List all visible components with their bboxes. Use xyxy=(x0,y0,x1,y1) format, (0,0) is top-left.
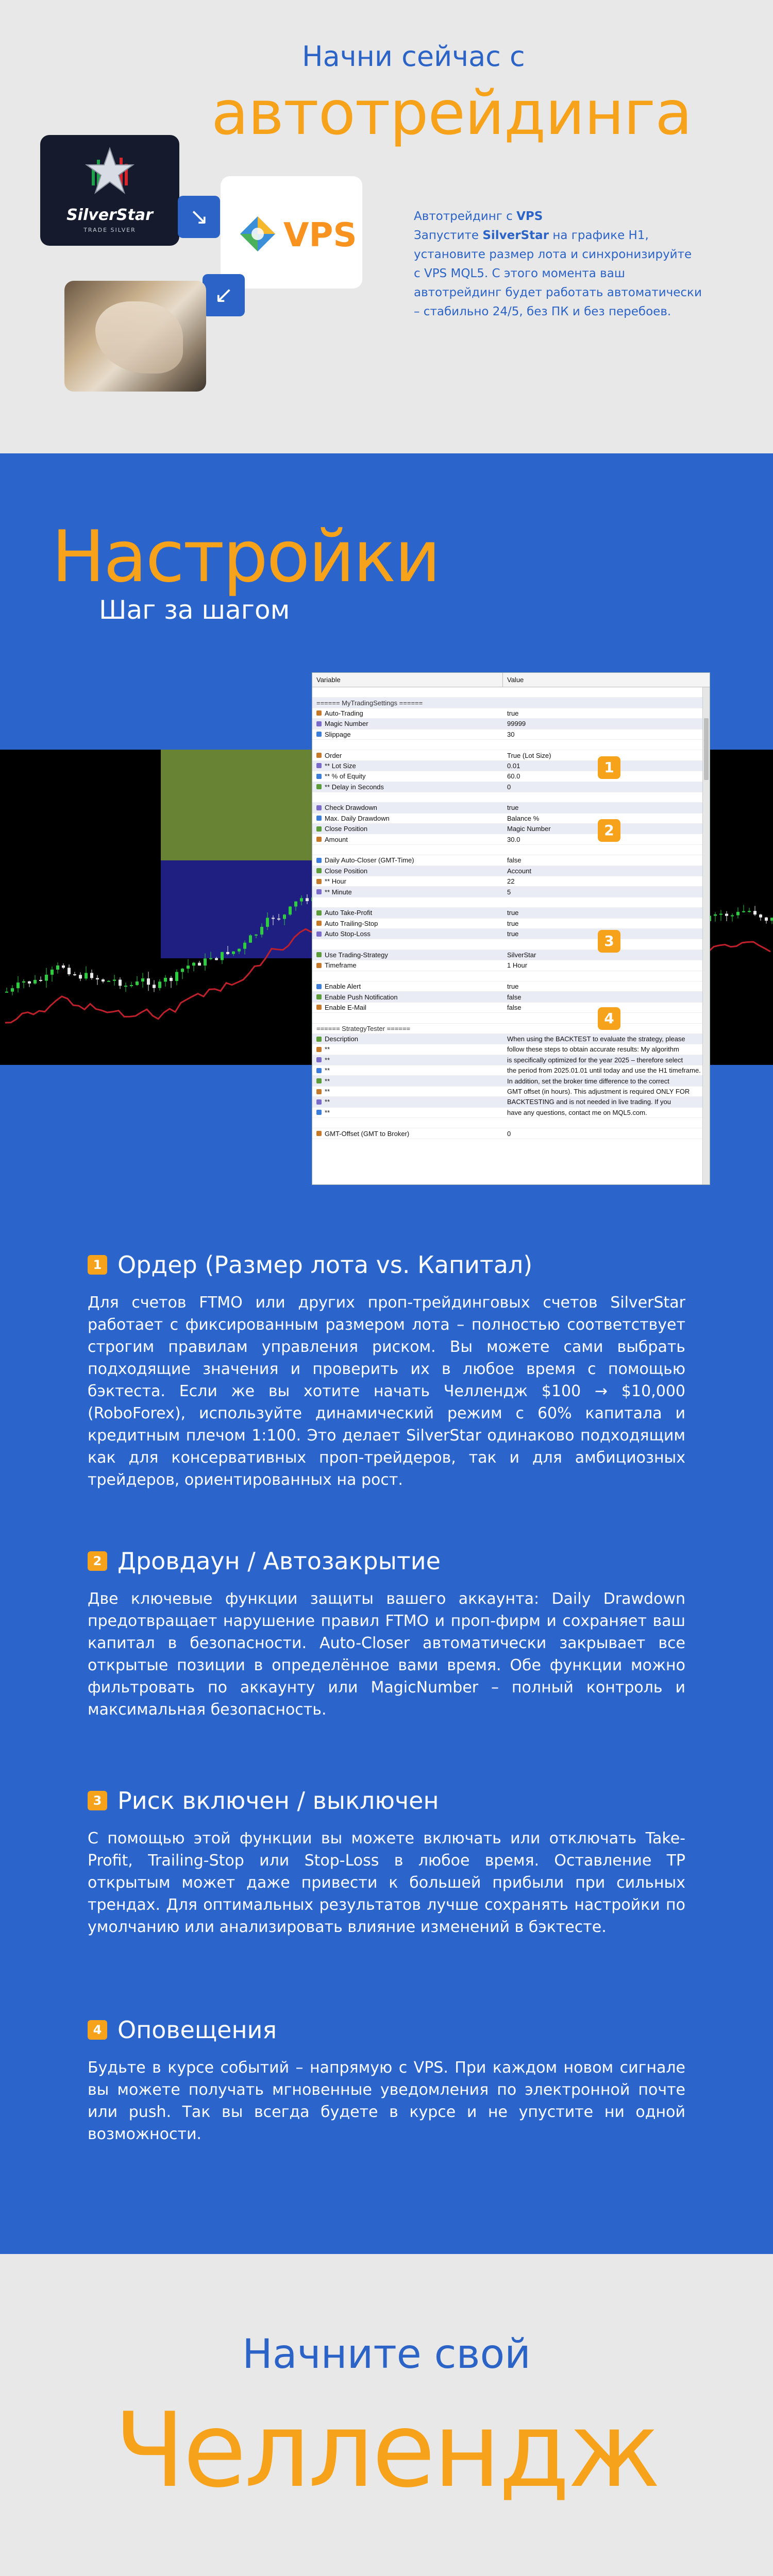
feature-title: Дровдаун / Автозакрытие xyxy=(117,1547,441,1575)
ea-settings-table[interactable] xyxy=(312,672,710,1185)
table-row[interactable] xyxy=(312,929,710,939)
candle-body xyxy=(742,911,745,912)
row-variable xyxy=(312,993,503,1001)
table-row[interactable] xyxy=(312,876,710,887)
row-variable xyxy=(312,762,503,770)
row-variable xyxy=(312,1035,503,1043)
row-variable xyxy=(312,1077,503,1085)
candle-body xyxy=(170,978,173,981)
table-row[interactable] xyxy=(312,719,710,729)
silverstar-sub-text: TRADE SILVER xyxy=(83,227,136,233)
parameter-icon xyxy=(316,721,322,726)
row-variable xyxy=(312,1025,503,1032)
candle-body xyxy=(181,969,184,972)
row-variable xyxy=(312,1098,503,1106)
settings-section xyxy=(0,453,773,2254)
row-value[interactable]: false xyxy=(507,993,522,1001)
row-variable-text: Order xyxy=(325,751,342,759)
candle-body xyxy=(736,912,740,916)
silverstar-logo xyxy=(40,135,179,246)
table-row[interactable] xyxy=(312,834,710,844)
row-variable xyxy=(312,720,503,727)
row-value[interactable]: 5 xyxy=(507,888,511,896)
candle-body xyxy=(158,981,161,988)
candle-body xyxy=(719,914,722,915)
row-variable-text: ====== StrategyTester ====== xyxy=(316,1024,411,1032)
table-row xyxy=(312,897,710,908)
desc-text: Запустите xyxy=(414,229,483,242)
row-variable xyxy=(312,1088,503,1095)
desc-text: установите размер лота и синхронизируйте xyxy=(414,248,692,261)
desc-text: Автотрейдинг с xyxy=(414,210,517,223)
row-variable xyxy=(312,888,503,896)
table-body xyxy=(312,687,710,1139)
row-variable-text: ** xyxy=(325,1077,330,1085)
candle-body xyxy=(22,981,25,982)
row-variable-text: ** xyxy=(325,1066,330,1075)
candle-body xyxy=(221,952,224,960)
parameter-icon xyxy=(316,1057,322,1062)
row-variable xyxy=(312,877,503,885)
table-row[interactable] xyxy=(312,824,710,834)
table-row[interactable] xyxy=(312,919,710,929)
parameter-icon xyxy=(316,984,322,989)
row-variable-text: ** xyxy=(325,1056,330,1064)
row-variable-text: Close Position xyxy=(325,825,368,833)
table-row[interactable] xyxy=(312,960,710,971)
parameter-icon xyxy=(316,753,322,758)
candle-body xyxy=(124,986,127,987)
feature-number: 2 xyxy=(88,1551,107,1571)
badge-4: 4 xyxy=(598,1007,620,1030)
row-variable-text: Amount xyxy=(325,835,348,843)
candle-body xyxy=(714,914,717,916)
candle-body xyxy=(243,943,246,949)
row-value[interactable]: 99999 xyxy=(507,720,526,728)
row-variable xyxy=(312,1056,503,1064)
candle-body xyxy=(260,927,263,935)
candle-body xyxy=(759,914,762,918)
candle-body xyxy=(198,963,201,966)
row-variable xyxy=(312,920,503,927)
table-row[interactable] xyxy=(312,1003,710,1013)
trading-photo xyxy=(64,281,206,392)
table-row[interactable] xyxy=(312,866,710,876)
table-row[interactable] xyxy=(312,814,710,824)
candle-body xyxy=(107,981,110,982)
candle-body xyxy=(255,935,258,936)
row-value[interactable]: false xyxy=(507,1003,522,1011)
candle-body xyxy=(204,958,207,965)
row-value[interactable]: true xyxy=(507,982,519,991)
row-variable-text: Close Position xyxy=(325,867,368,875)
desc-text: на графике H1, xyxy=(549,229,649,242)
candle-body xyxy=(5,992,8,993)
row-variable-text: Magic Number xyxy=(325,720,368,728)
row-variable-text: Check Drawdown xyxy=(325,804,377,812)
parameter-icon xyxy=(316,1089,322,1094)
photo-subject xyxy=(95,301,183,374)
parameter-icon xyxy=(316,837,322,842)
settings-subtitle: Шаг за шагом xyxy=(99,595,290,625)
parameter-icon xyxy=(316,826,322,832)
row-variable-text: ** Minute xyxy=(325,888,352,896)
desc-text: с VPS MQL5. С этого момента ваш xyxy=(414,267,625,280)
table-row[interactable] xyxy=(312,803,710,813)
candle-body xyxy=(232,952,235,954)
scrollbar-thumb[interactable] xyxy=(704,718,709,780)
table-scrollbar[interactable] xyxy=(702,687,710,1184)
row-variable xyxy=(312,815,503,822)
candle-body xyxy=(765,918,768,921)
hero-top-title: Начни сейчас с xyxy=(302,40,525,73)
parameter-icon xyxy=(316,816,322,821)
parameter-icon xyxy=(316,1005,322,1010)
row-value[interactable]: follow these steps to obtain accurate results: My algorithm xyxy=(507,1045,679,1054)
candle-body xyxy=(272,918,275,919)
row-value[interactable]: 30.0 xyxy=(507,835,520,843)
candle-body xyxy=(51,970,54,975)
parameter-icon xyxy=(316,931,322,937)
parameter-icon xyxy=(316,994,322,999)
row-variable-text: ** Lot Size xyxy=(325,761,356,770)
feature-body: Для счетов FTMO или других проп-трейдинговых счетов SilverStar работает с фиксированным размером лота – полностью соответствует строгим правилам управления риском. Вы можете сами выбрать подходящие значения и проверить их в любое время с помощью бэктеста. Если же вы хотите начать Челлендж $100 → $10,000 (RoboForex), используйте динамический режим с 60% капитала и кредитным плечом 1:100. Это делает SilverStar одинаково подходящим как для консервативных проп-трейдеров, так и для амбициозных трейдеров, ориентированных на рост. xyxy=(88,1294,685,1489)
feature-title: Риск включен / выключен xyxy=(117,1787,439,1815)
row-value[interactable]: 0 xyxy=(507,1129,511,1138)
parameter-icon xyxy=(316,963,322,968)
table-row xyxy=(312,740,710,750)
row-variable-text: Enable Push Notification xyxy=(325,993,398,1001)
row-variable xyxy=(312,867,503,875)
table-row xyxy=(312,687,710,698)
desc-text: – стабильно 24/5, без ПК и без перебоев. xyxy=(414,305,671,318)
desc-text: автотрейдинг будет работать автоматически xyxy=(414,286,702,299)
table-row[interactable] xyxy=(312,992,710,1002)
table-row[interactable] xyxy=(312,698,710,708)
row-variable-text: ** xyxy=(325,1098,330,1106)
candle-body xyxy=(62,965,65,968)
parameter-icon xyxy=(316,1110,322,1115)
arrow-down-left-icon: ↙ xyxy=(203,274,245,316)
row-value[interactable]: true xyxy=(507,919,519,927)
candle-body xyxy=(16,982,20,988)
candle-body xyxy=(175,972,178,981)
candle-body xyxy=(28,981,31,984)
row-value[interactable]: BACKTESTING and is not needed in live trading. If you xyxy=(507,1098,671,1106)
candle-body xyxy=(119,980,122,986)
candle-body xyxy=(266,918,269,927)
challenge-top-title: Начните свой xyxy=(242,2331,531,2378)
row-variable xyxy=(312,709,503,717)
row-value[interactable]: true xyxy=(507,930,519,938)
parameter-icon xyxy=(316,858,322,863)
candle-body xyxy=(770,918,773,921)
row-variable xyxy=(312,783,503,791)
table-row[interactable] xyxy=(312,1034,710,1044)
row-value[interactable]: true xyxy=(507,909,519,917)
badge-2: 2 xyxy=(598,819,620,842)
candle-body xyxy=(85,973,88,978)
feature-risk xyxy=(88,1785,685,1938)
row-variable xyxy=(312,930,503,938)
parameter-icon xyxy=(316,868,322,873)
table-row[interactable] xyxy=(312,1055,710,1065)
table-row[interactable] xyxy=(312,1097,710,1107)
table-row[interactable] xyxy=(312,950,710,960)
candle-body xyxy=(147,978,150,985)
table-row[interactable] xyxy=(312,1044,710,1055)
row-variable-text: Auto Take-Profit xyxy=(325,909,373,917)
parameter-icon xyxy=(316,889,322,894)
feature-title: Оповещения xyxy=(117,2016,277,2044)
hero-big-title: автотрейдинга xyxy=(211,77,692,148)
row-variable xyxy=(312,699,503,707)
feature-number: 3 xyxy=(88,1791,107,1810)
row-variable-text: ** % of Equity xyxy=(325,772,366,781)
feature-body: С помощью этой функции вы можете включать или отключать Take-Profit, Trailing-Stop или Stop-Loss в любое время. Оставление TP открытым может даже привести к большей прибыли при сильных трендах. Для оптимальных результатов лучше сохранять настройки по умолчанию или анализировать влияние изменений в бэктесте. xyxy=(88,1829,685,1936)
hero-section xyxy=(0,0,773,453)
candle-body xyxy=(277,919,280,920)
table-row[interactable] xyxy=(312,1065,710,1076)
row-value[interactable]: 1 Hour xyxy=(507,961,528,970)
candle-body xyxy=(90,973,93,978)
row-variable xyxy=(312,961,503,969)
row-value[interactable]: the period from 2025.01.01 until today and use the H1 timeframe. xyxy=(507,1066,701,1075)
row-variable-text: Timeframe xyxy=(325,961,357,970)
candle-body xyxy=(164,978,167,981)
table-row[interactable] xyxy=(312,761,710,771)
row-variable-text: ** Hour xyxy=(325,877,346,886)
table-row xyxy=(312,845,710,855)
parameter-icon xyxy=(316,1037,322,1042)
row-variable-text: Max. Daily Drawdown xyxy=(325,814,390,822)
parameter-icon xyxy=(316,763,322,768)
row-value[interactable]: In addition, set the broker time difference to the correct xyxy=(507,1077,669,1085)
silverstar-brand-text: SilverStar xyxy=(66,206,153,224)
row-variable xyxy=(312,752,503,759)
row-variable-text: GMT-Offset (GMT to Broker) xyxy=(325,1129,410,1138)
candle-body xyxy=(11,988,14,992)
row-variable xyxy=(312,1045,503,1053)
candle-body xyxy=(102,979,105,981)
parameter-icon xyxy=(316,910,322,916)
feature-order xyxy=(88,1249,685,1491)
candle-body xyxy=(68,968,71,974)
candle-body xyxy=(192,963,195,966)
candle-body xyxy=(73,974,76,975)
candle-body xyxy=(130,985,133,986)
candle-body xyxy=(731,916,734,917)
row-value[interactable]: true xyxy=(507,709,519,717)
badge-1: 1 xyxy=(598,756,620,779)
parameter-icon xyxy=(316,1131,322,1136)
header-value: Value xyxy=(507,676,524,684)
table-row xyxy=(312,939,710,950)
row-value[interactable]: 0.01 xyxy=(507,761,520,770)
parameter-icon xyxy=(316,952,322,957)
row-value[interactable]: 60.0 xyxy=(507,772,520,781)
row-variable-text: Enable Alert xyxy=(325,982,361,991)
row-variable-text: Auto Trailing-Stop xyxy=(325,919,378,927)
row-variable xyxy=(312,1109,503,1116)
feature-number: 4 xyxy=(88,2020,107,2040)
row-value[interactable]: 30 xyxy=(507,730,515,738)
candle-body xyxy=(141,978,144,981)
row-value[interactable]: Balance % xyxy=(507,814,540,822)
candle-body xyxy=(249,936,252,943)
row-value[interactable]: false xyxy=(507,856,522,865)
row-variable-text: ====== MyTradingSettings ====== xyxy=(316,699,423,707)
mt-vps-logo xyxy=(221,176,362,289)
row-variable-text: Use Trading-Strategy xyxy=(325,951,388,959)
row-value[interactable]: true xyxy=(507,804,519,812)
candle-body xyxy=(39,980,42,981)
table-row[interactable] xyxy=(312,1108,710,1118)
row-value[interactable]: When using the BACKTEST to evaluate the strategy, please xyxy=(507,1035,685,1043)
table-row xyxy=(312,792,710,803)
candle-body xyxy=(238,949,241,952)
candle-body xyxy=(753,911,757,914)
parameter-icon xyxy=(316,921,322,926)
row-variable-text: ** xyxy=(325,1108,330,1116)
row-value[interactable]: SilverStar xyxy=(507,951,536,959)
row-value[interactable]: have any questions, contact me on MQL5.com. xyxy=(507,1108,647,1116)
parameter-icon xyxy=(316,1099,322,1105)
header-variable: Variable xyxy=(312,673,503,687)
table-row[interactable] xyxy=(312,730,710,740)
arrow-down-right-icon: ↘ xyxy=(178,196,220,238)
row-variable xyxy=(312,825,503,833)
candle-body xyxy=(748,911,751,912)
feature-alerts xyxy=(88,2014,685,2145)
candle-body xyxy=(725,914,728,916)
row-value[interactable]: 0 xyxy=(507,783,511,791)
challenge-big-title: Челлендж xyxy=(114,2391,659,2511)
feature-number: 1 xyxy=(88,1255,107,1275)
hero-description xyxy=(414,207,713,321)
feature-body: Будьте в курсе событий – напрямую с VPS. При каждом новом сигнале вы можете получать мгновенные уведомления по электронной почте или push. Так вы всегда будете в курсе и не упустите ни одной возможности. xyxy=(88,2059,685,2143)
row-value[interactable]: True (Lot Size) xyxy=(507,751,551,759)
candle-body xyxy=(283,914,286,919)
table-row[interactable] xyxy=(312,908,710,918)
row-value[interactable]: GMT offset (in hours). This adjustment is required ONLY FOR xyxy=(507,1088,690,1096)
metatrader-icon xyxy=(237,213,278,255)
feature-drawdown xyxy=(88,1546,685,1721)
table-row xyxy=(312,1013,710,1023)
row-variable-text: Description xyxy=(325,1035,359,1043)
parameter-icon xyxy=(316,784,322,789)
row-value[interactable]: Account xyxy=(507,867,531,875)
row-variable xyxy=(312,856,503,864)
table-row[interactable] xyxy=(312,981,710,992)
table-row[interactable] xyxy=(312,855,710,866)
row-variable-text: Enable E-Mail xyxy=(325,1003,366,1011)
row-variable-text: ** xyxy=(325,1045,330,1054)
row-variable xyxy=(312,951,503,959)
candle-body xyxy=(226,952,229,954)
challenge-section xyxy=(0,2254,773,2576)
parameter-icon xyxy=(316,879,322,884)
candle-body xyxy=(187,965,190,969)
row-variable xyxy=(312,1066,503,1074)
candle-body xyxy=(209,958,212,959)
desc-bold: SilverStar xyxy=(482,229,549,242)
row-value[interactable]: Magic Number xyxy=(507,825,551,833)
parameter-icon xyxy=(316,732,322,737)
table-row xyxy=(312,1118,710,1128)
feature-title: Ордер (Размер лота vs. Капитал) xyxy=(117,1251,533,1279)
candle-body xyxy=(56,965,59,970)
candle-body xyxy=(300,898,303,901)
row-variable xyxy=(312,804,503,811)
vps-label: VPS xyxy=(283,216,357,255)
row-variable-text: Auto-Trading xyxy=(325,709,363,717)
candle-body xyxy=(294,902,297,907)
row-variable xyxy=(312,1130,503,1138)
candle-body xyxy=(79,975,82,978)
row-variable-text: ** xyxy=(325,1088,330,1096)
candle-body xyxy=(136,981,139,985)
row-value[interactable]: is specifically optimized for the year 2025 – therefore select xyxy=(507,1056,683,1064)
feature-body: Две ключевые функции защиты вашего аккаунта: Daily Drawdown предотвращает нарушение правил FTMO и проп-фирм и сохраняет ваш капитал в безопасности. Auto-Closer автоматически закрывает все открытые позиции в определённое вами время. Обе функции можно фильтровать по аккаунту или MagicNumber – полный контроль и максимальная безопасность. xyxy=(88,1590,685,1719)
parameter-icon xyxy=(316,805,322,810)
silverstar-star-icon xyxy=(81,144,138,201)
row-variable-text: Slippage xyxy=(325,730,351,738)
row-variable xyxy=(312,772,503,780)
row-variable xyxy=(312,836,503,843)
candle-body xyxy=(113,980,116,981)
row-variable xyxy=(312,982,503,990)
row-variable xyxy=(312,909,503,917)
row-value[interactable]: 22 xyxy=(507,877,515,886)
row-variable-text: Auto Stop-Loss xyxy=(325,930,371,938)
row-variable-text: ** Delay in Seconds xyxy=(325,783,384,791)
candle-body xyxy=(33,980,37,984)
settings-title: Настройки xyxy=(52,515,440,598)
table-row xyxy=(312,971,710,981)
parameter-icon xyxy=(316,710,322,716)
candle-body xyxy=(215,958,218,960)
row-variable-text: Daily Auto-Closer (GMT-Time) xyxy=(325,856,414,865)
row-variable xyxy=(312,1004,503,1011)
parameter-icon xyxy=(316,774,322,779)
table-row[interactable] xyxy=(312,782,710,792)
table-row[interactable] xyxy=(312,1024,710,1034)
parameter-icon xyxy=(316,1068,322,1073)
table-row[interactable] xyxy=(312,750,710,760)
table-row[interactable] xyxy=(312,771,710,782)
candle-body xyxy=(96,978,99,979)
parameter-icon xyxy=(316,1047,322,1052)
table-row[interactable] xyxy=(312,1087,710,1097)
candle-body xyxy=(45,975,48,981)
row-variable xyxy=(312,731,503,738)
table-row[interactable] xyxy=(312,1128,710,1139)
desc-bold: VPS xyxy=(516,210,543,223)
table-header xyxy=(312,673,710,687)
table-row[interactable] xyxy=(312,887,710,897)
candle-body xyxy=(289,907,292,915)
badge-3: 3 xyxy=(598,930,620,953)
candle-body xyxy=(306,898,309,901)
table-row[interactable] xyxy=(312,708,710,719)
candle-body xyxy=(153,985,156,988)
table-row[interactable] xyxy=(312,1076,710,1086)
parameter-icon xyxy=(316,1078,322,1083)
